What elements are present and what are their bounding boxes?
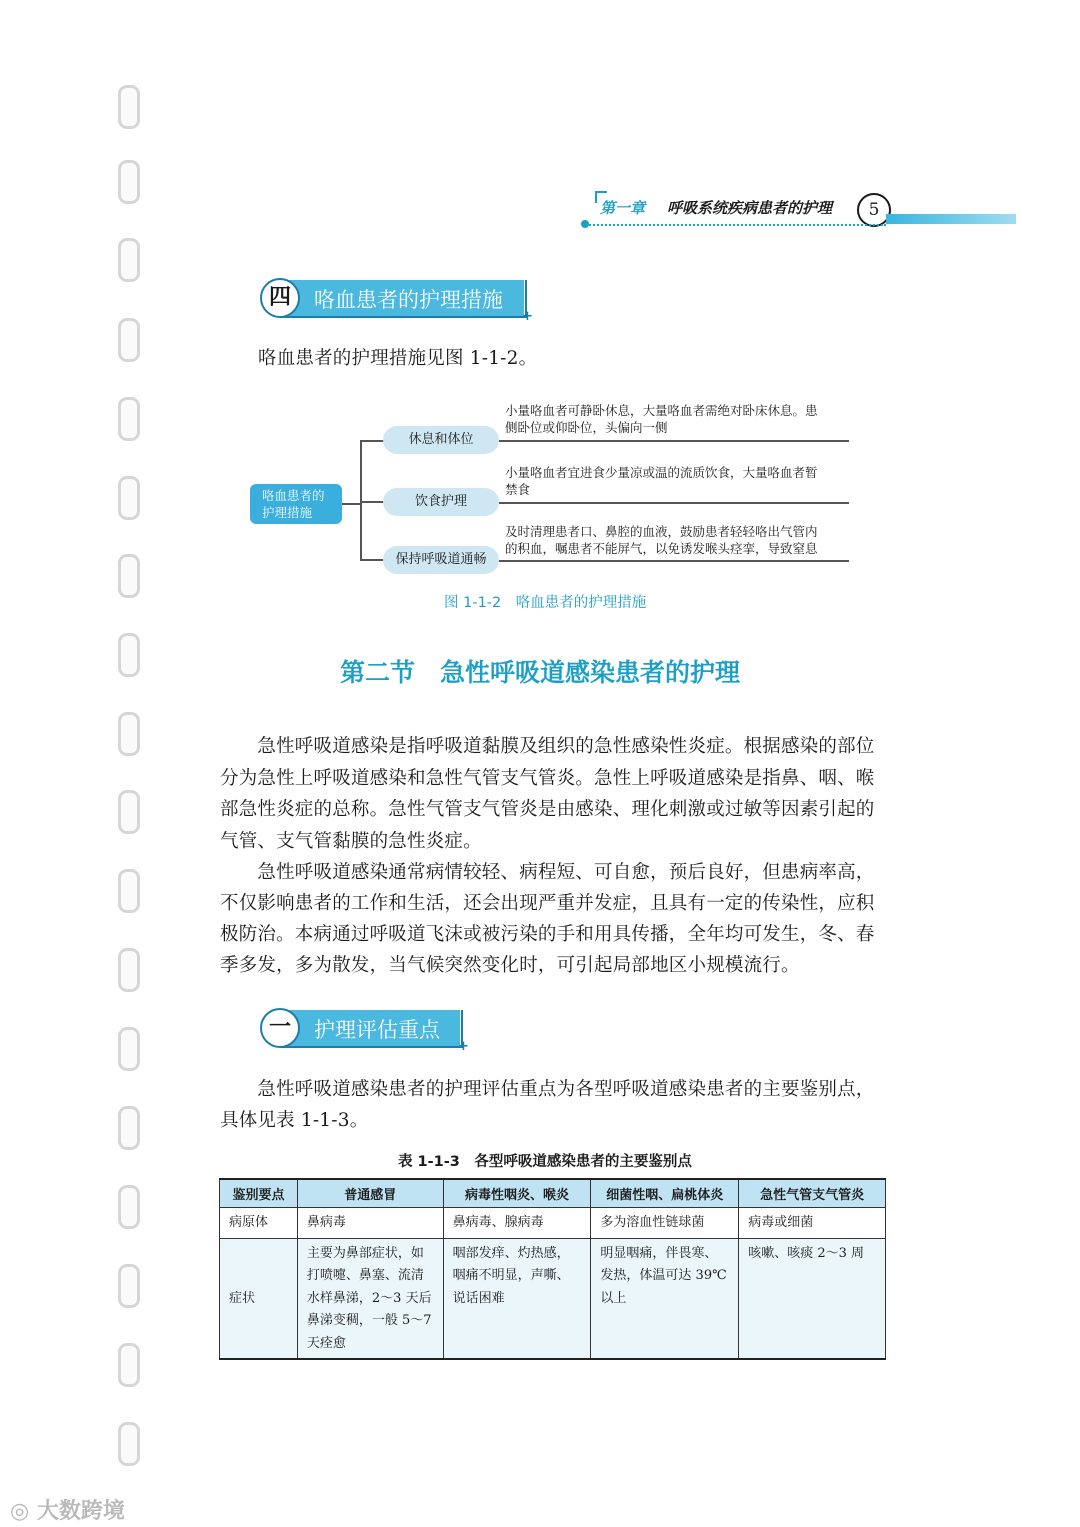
leaf-line: 小量咯血者可静卧休息，大量咯血者需绝对卧床休息。患 xyxy=(505,403,818,418)
table-cell: 主要为鼻部症状，如打喷嚏、鼻塞、流清水样鼻涕，2～3 天后鼻涕变稠，一般 5～7 天痊愈 xyxy=(297,1238,443,1359)
section-badge xyxy=(262,1010,460,1046)
badge-underline xyxy=(280,316,527,318)
table-header: 细菌性咽、扁桃体炎 xyxy=(591,1179,739,1208)
table-title: 表 1-1-3 各型呼吸道感染患者的主要鉴别点 xyxy=(398,1154,692,1170)
paragraph-line: 季多发，多为散发，当气候突然变化时，可引起局部地区小规模流行。 xyxy=(220,955,800,976)
header-dotted-rule xyxy=(586,224,886,226)
leaf-line: 侧卧位或仰卧位，头偏向一侧 xyxy=(505,420,668,435)
section-title: 护理评估重点 xyxy=(314,1018,440,1042)
connector xyxy=(360,559,384,561)
watermark-text: 大数跨境 xyxy=(36,1499,125,1524)
section-number: 一 xyxy=(260,1008,300,1048)
leaf-line: 小量咯血者宜进食少量凉或温的流质饮食，大量咯血者暂 xyxy=(505,465,818,480)
paragraph-line: 气管、支气管黏膜的急性炎症。 xyxy=(220,831,482,852)
table-cell: 病原体 xyxy=(220,1208,298,1239)
section-intro: 咯血患者的护理措施见图 1-1-2。 xyxy=(258,348,538,369)
connector xyxy=(360,501,384,503)
paragraph-line: 不仅影响患者的工作和生活，还会出现严重并发症，且具有一定的传染性，应积 xyxy=(220,893,875,914)
paragraph-line: 部急性炎症的总称。急性气管支气管炎是由感染、理化刺激或过敏等因素引起的 xyxy=(220,799,875,820)
plus-mark: + xyxy=(458,1039,469,1054)
paragraph-line: 急性呼吸道感染是指呼吸道黏膜及组织的急性感染性炎症。根据感染的部位 xyxy=(220,736,875,757)
connector xyxy=(342,503,361,505)
table-cell: 咳嗽、咳痰 2～3 周 xyxy=(739,1238,886,1359)
root-line-2: 护理措施 xyxy=(262,505,313,520)
table-header: 病毒性咽炎、喉炎 xyxy=(443,1179,591,1208)
watermark-logo xyxy=(10,1494,125,1525)
table-header: 鉴别要点 xyxy=(220,1179,298,1208)
table-header: 普通感冒 xyxy=(297,1179,443,1208)
table-cell: 咽部发痒、灼热感，咽痛不明显，声嘶、说话困难 xyxy=(443,1238,591,1359)
branch-rule xyxy=(499,440,849,442)
table-header: 急性气管支气管炎 xyxy=(739,1179,886,1208)
header-accent-bar xyxy=(886,214,1016,224)
connector xyxy=(360,440,384,442)
chapter-heading xyxy=(600,197,832,218)
table-row xyxy=(220,1208,886,1239)
page-number: 5 xyxy=(857,193,891,227)
branch-rule xyxy=(499,560,849,562)
table-cell: 明显咽痛，伴畏寒、发热，体温可达 39℃以上 xyxy=(591,1238,739,1359)
section-badge xyxy=(262,280,524,316)
paragraph-line: 急性呼吸道感染通常病情较轻、病程短、可自愈，预后良好，但患病率高， xyxy=(220,862,875,883)
differential-table xyxy=(219,1178,886,1360)
table-row xyxy=(220,1238,886,1359)
paragraph-line: 分为急性上呼吸道感染和急性气管支气管炎。急性上呼吸道感染是指鼻、咽、喉 xyxy=(220,768,875,789)
badge-underline xyxy=(280,1046,463,1048)
leaf-line: 的积血，嘱患者不能屏气，以免诱发喉头痉挛，导致窒息 xyxy=(505,541,818,556)
figure-caption: 图 1-1-2 咯血患者的护理措施 xyxy=(444,595,647,611)
watermark-icon: ◎ xyxy=(10,1499,30,1524)
branch-node-rest: 休息和体位 xyxy=(383,426,499,454)
table-header-row xyxy=(220,1179,886,1208)
figure-root-node xyxy=(250,484,342,524)
leaf-line: 禁食 xyxy=(505,482,531,497)
branch-node-diet: 饮食护理 xyxy=(383,488,499,516)
table-cell: 鼻病毒 xyxy=(297,1208,443,1239)
section-heading: 第二节 急性呼吸道感染患者的护理 xyxy=(339,658,740,687)
branch-text-rest xyxy=(505,402,845,436)
paragraph-line: 急性呼吸道感染患者的护理评估重点为各型呼吸道感染患者的主要鉴别点， xyxy=(220,1079,875,1100)
section-number: 四 xyxy=(260,278,300,318)
table-cell: 鼻病毒、腺病毒 xyxy=(443,1208,591,1239)
table-cell: 症状 xyxy=(220,1238,298,1359)
table-cell: 多为溶血性链球菌 xyxy=(591,1208,739,1239)
chapter-title: 呼吸系统疾病患者的护理 xyxy=(667,199,833,217)
paragraph-line: 具体见表 1-1-3。 xyxy=(220,1110,369,1131)
branch-rule xyxy=(499,502,849,504)
section-title: 咯血患者的护理措施 xyxy=(314,288,503,312)
paragraph-line: 极防治。本病通过呼吸道飞沫或被污染的手和用具传播，全年均可发生，冬、春 xyxy=(220,924,875,945)
table-cell: 病毒或细菌 xyxy=(739,1208,886,1239)
branch-text-airway xyxy=(505,523,845,557)
chapter-label: 第一章 xyxy=(600,199,646,217)
connector xyxy=(360,440,362,560)
branch-text-diet xyxy=(505,464,845,498)
branch-node-airway: 保持呼吸道通畅 xyxy=(383,546,499,574)
plus-mark: + xyxy=(522,309,533,324)
leaf-line: 及时清理患者口、鼻腔的血液，鼓励患者轻轻咯出气管内 xyxy=(505,524,818,539)
root-line-1: 咯血患者的 xyxy=(262,488,325,503)
